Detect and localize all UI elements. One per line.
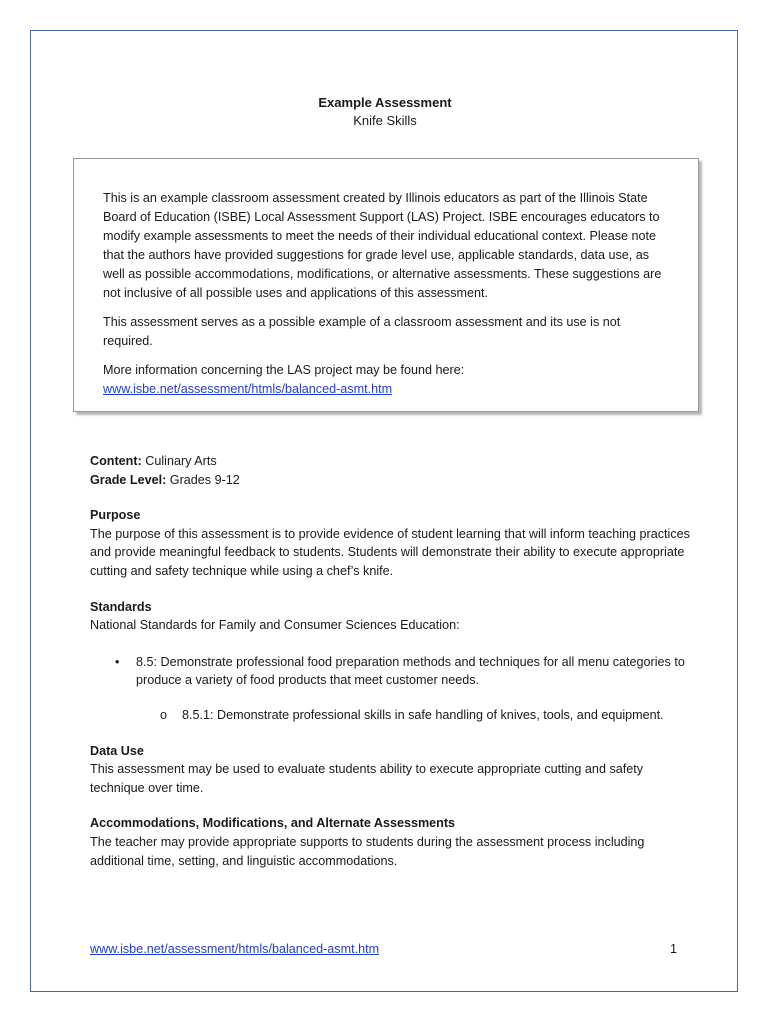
title-block <box>0 94 770 130</box>
standard-subitem-text: 8.5.1: Demonstrate professional skills in safe handling of knives, tools, and equipment. <box>182 707 664 722</box>
notice-box <box>73 158 699 412</box>
purpose-text: The purpose of this assessment is to provide evidence of student learning that will inform teaching practices and provide meaningful feedback to students. Students will demonstrate their ability to execute appropriate cutting and safety technique while using a chef’s knife. <box>90 526 690 578</box>
notice-paragraph-2: This assessment serves as a possible example of a classroom assessment and its use is not required. <box>103 315 621 348</box>
notice-more-info: More information concerning the LAS project may be found here: <box>103 363 465 377</box>
page-title: Example Assessment <box>318 95 452 110</box>
standard-item <box>90 653 690 690</box>
footer-link[interactable]: www.isbe.net/assessment/htmls/balanced-asmt.htm <box>90 942 380 956</box>
data-use-text: This assessment may be used to evaluate students ability to execute appropriate cutting and safety technique over time. <box>90 762 644 795</box>
purpose-heading: Purpose <box>90 508 141 523</box>
standard-subitem <box>90 706 690 725</box>
notice-paragraph-3 <box>103 361 673 399</box>
page-number: 1 <box>670 942 678 956</box>
accommodations-text: The teacher may provide appropriate supports to students during the assessment process including additional time, setting, and linguistic accommodations. <box>90 834 645 868</box>
grade-label: Grade Level: <box>90 472 167 487</box>
grade-value: Grades 9-12 <box>166 472 240 487</box>
content-label: Content: <box>90 454 142 468</box>
data-use-heading: Data Use <box>90 743 144 758</box>
notice-link[interactable]: www.isbe.net/assessment/htmls/balanced-asmt.htm <box>103 382 393 396</box>
document-body <box>90 452 690 870</box>
notice-paragraph-1: This is an example classroom assessment created by Illinois educators as part of the Illinois State Board of Education (ISBE) Local Assessment Support (LAS) Project. ISBE encourages educators to modify example assessments to meet the needs of their individual educational context. Please note that the authors have provided suggestions for grade level use, applicable standards, data use, as well as possible accommodations, modifications, or alternative assessments. These suggestions are not inclusive of all possible uses and applications of this assessment. <box>103 191 662 300</box>
page-subtitle: Knife Skills <box>353 113 417 128</box>
grade-line <box>90 471 690 490</box>
standard-item-text: 8.5: Demonstrate professional food preparation methods and techniques for all menu categories to produce a variety of food products that meet customer needs. <box>136 654 685 688</box>
content-line <box>90 452 690 471</box>
accommodations-heading: Accommodations, Modifications, and Alternate Assessments <box>90 816 456 831</box>
sub-bullet-icon: o <box>160 707 168 722</box>
bullet-icon: • <box>115 654 120 669</box>
content-value: Culinary Arts <box>141 454 217 468</box>
standards-heading: Standards <box>90 599 152 614</box>
standards-intro: National Standards for Family and Consumer Sciences Education: <box>90 618 460 633</box>
